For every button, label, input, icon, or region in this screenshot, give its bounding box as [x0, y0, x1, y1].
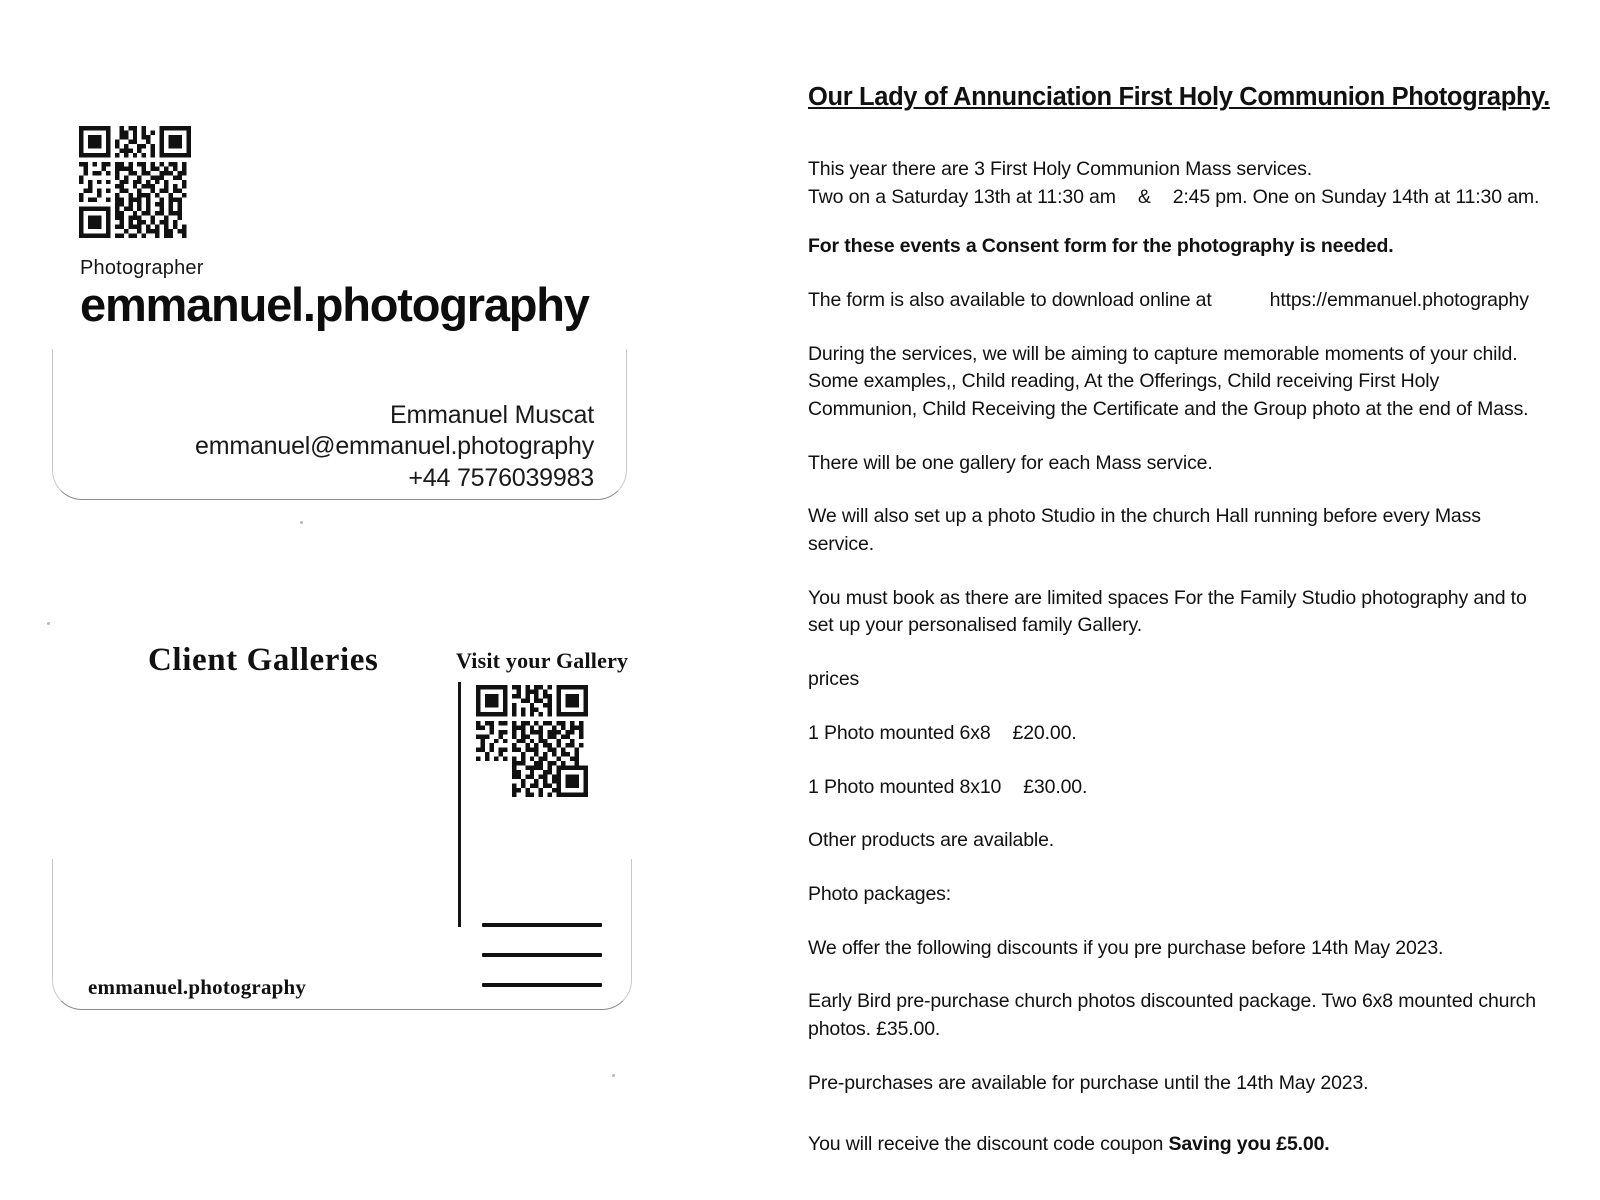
address-line	[482, 983, 602, 987]
client-galleries-title: Client Galleries	[148, 642, 379, 678]
intro-line-2b: 2:45 pm. One on Sunday 14th at 11:30 am.	[1172, 185, 1540, 208]
price-row-6x8	[808, 720, 1548, 748]
gallery-per-service-paragraph: There will be one gallery for each Mass service.	[808, 451, 1213, 474]
scanned-cards-panel	[0, 0, 760, 1200]
discount-offer-paragraph: We offer the following discounts if you pre purchase before 14th May 2023.	[808, 936, 1444, 959]
brand-lockup	[80, 258, 600, 329]
price-row-8x10	[808, 774, 1548, 802]
gallery-card-footer: emmanuel.photography	[88, 975, 307, 999]
vertical-divider	[458, 682, 461, 927]
consent-notice: For these events a Consent form for the photography is needed.	[808, 235, 1394, 258]
price-item-label: 1 Photo mounted 6x8	[808, 721, 991, 744]
scan-speck	[47, 622, 50, 625]
download-url[interactable]: https://emmanuel.photography	[1269, 288, 1529, 311]
letter-title: Our Lady of Annunciation First Holy Communion Photography.	[808, 83, 1550, 111]
business-card	[52, 70, 627, 500]
photo-packages-heading: Photo packages:	[808, 882, 952, 905]
price-value: £20.00.	[1012, 721, 1077, 744]
client-gallery-card	[52, 620, 632, 1010]
scan-speck	[300, 521, 303, 524]
contact-details	[195, 400, 594, 494]
contact-phone: +44 7576039983	[408, 463, 594, 492]
photo-studio-paragraph: We will also set up a photo Studio in the church Hall running before every Mass service.	[808, 505, 1481, 556]
prices-heading: prices	[808, 668, 860, 691]
qr-code-contact[interactable]	[79, 126, 191, 238]
price-value: £30.00.	[1023, 775, 1088, 798]
download-form-line	[808, 287, 1548, 315]
brand-wordmark: emmanuel.photography	[80, 278, 589, 331]
download-label: The form is also available to download online at	[808, 288, 1212, 311]
address-line	[482, 923, 602, 927]
contact-name: Emmanuel Muscat	[389, 401, 594, 429]
intro-line-2a: Two on a Saturday 13th at 11:30 am	[808, 185, 1116, 208]
photographer-role-label: Photographer	[80, 257, 204, 279]
discount-coupon-paragraph	[808, 1131, 1548, 1159]
booking-paragraph: You must book as there are limited spaces For the Family Studio photography and to set up your personalised family Gallery.	[808, 586, 1527, 637]
visit-gallery-label: Visit your Gallery	[456, 648, 629, 673]
intro-line-1: This year there are 3 First Holy Communion Mass services.	[808, 157, 1313, 180]
qr-code-gallery[interactable]	[476, 685, 588, 797]
mass-services-intro	[808, 156, 1548, 211]
coupon-saving-amount: Saving you £5.00.	[1168, 1133, 1330, 1156]
prepurchase-deadline-paragraph: Pre-purchases are available for purchase until the 14th May 2023.	[808, 1071, 1369, 1094]
intro-ampersand: &	[1137, 185, 1151, 208]
coupon-prefix: You will receive the discount code coupon	[808, 1133, 1169, 1156]
other-products-line: Other products are available.	[808, 829, 1055, 852]
early-bird-paragraph: Early Bird pre-purchase church photos discounted package. Two 6x8 mounted church photos. £35.00.	[808, 990, 1536, 1040]
contact-email: emmanuel@emmanuel.photography	[195, 432, 594, 461]
capture-moments-paragraph: During the services, we will be aiming to capture memorable moments of your child. Some examples,, Child reading, At the Offerings, Child receiving First Holy Communion, Child Receiving the Certificate and the Group photo at the end of Mass.	[808, 342, 1529, 420]
address-line	[482, 953, 602, 957]
information-letter	[808, 82, 1548, 1185]
scan-speck	[612, 1074, 615, 1077]
price-item-label: 1 Photo mounted 8x10	[808, 775, 1002, 798]
